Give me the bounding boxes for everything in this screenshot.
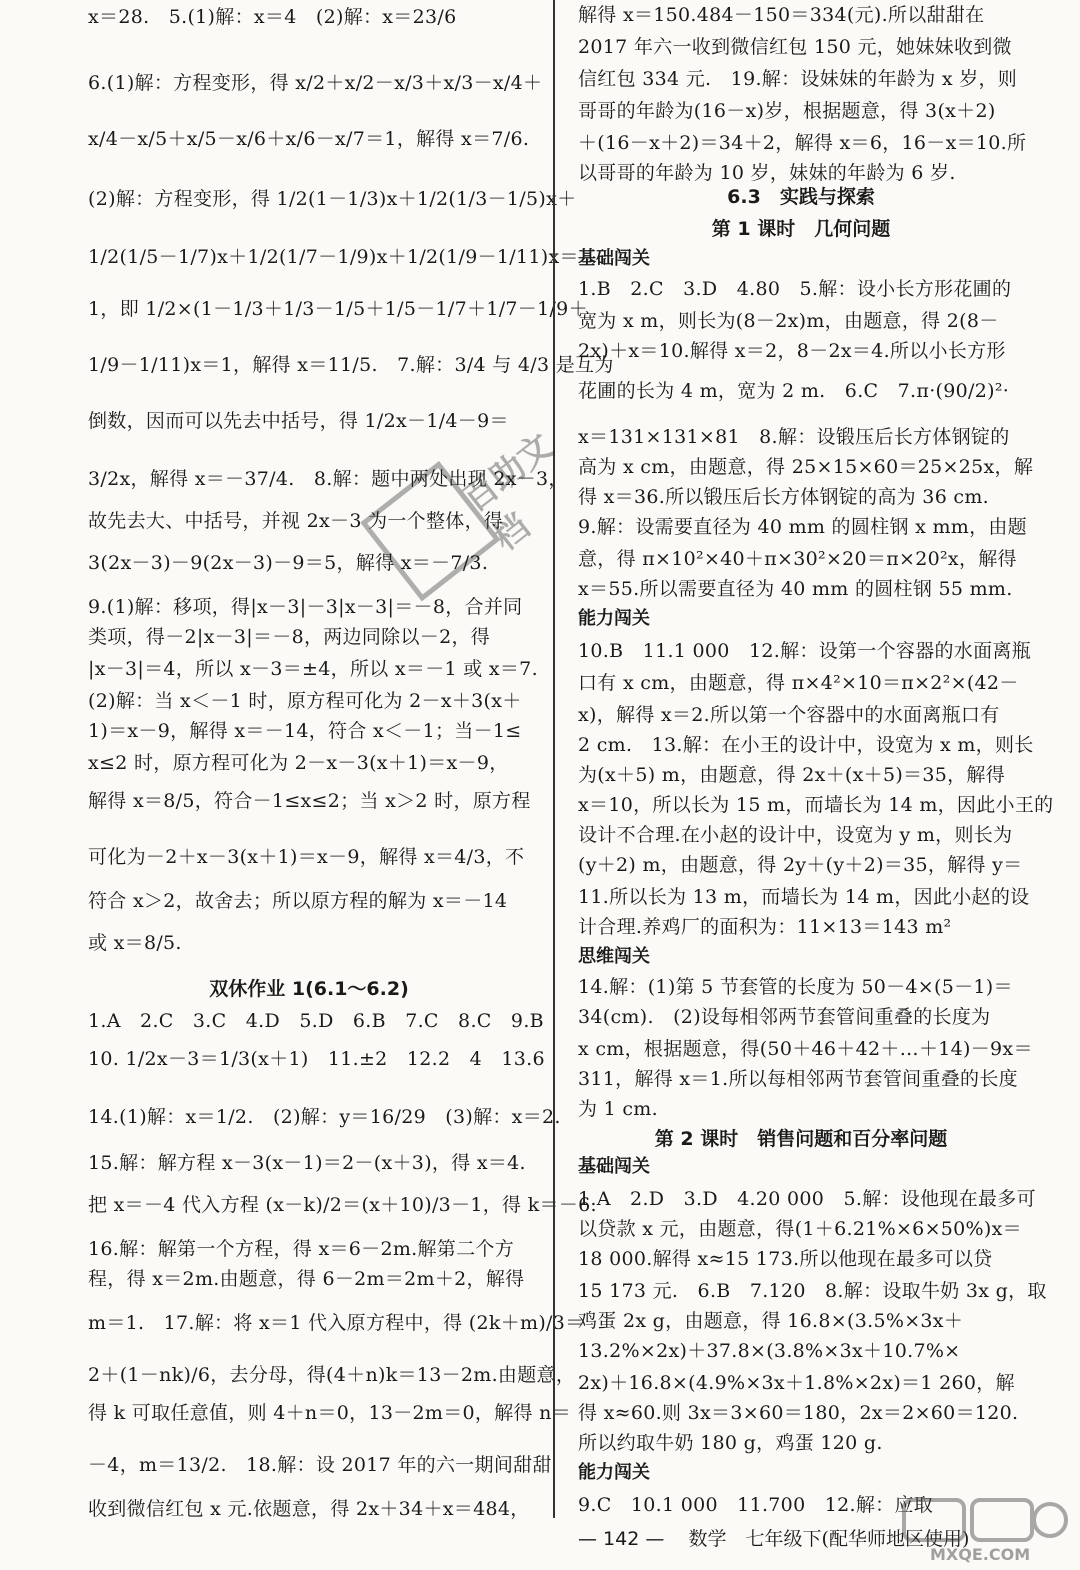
text-line: m＝1. 17.解：将 x＝1 代入原方程中，得 (2k＋m)/3＝ bbox=[88, 1312, 585, 1334]
text-line: 意，得 π×10²×40＋π×30²×20＝π×20²x，解得 bbox=[578, 548, 1017, 570]
text-line: 10. 1/2x－3＝1/3(x＋1) 11.±2 12.2 4 13.6 bbox=[88, 1048, 545, 1070]
text-line: (2)解：方程变形，得 1/2(1－1/3)x＋1/2(1/3－1/5)x＋ bbox=[88, 188, 577, 210]
text-line: 解得 x＝8/5，符合－1≤x≤2；当 x＞2 时，原方程 bbox=[88, 790, 531, 812]
right-column bbox=[578, 0, 1054, 1516]
text-line: 2x)＋x＝10.解得 x＝2，8－2x＝4.所以小长方形 bbox=[578, 340, 1006, 362]
svg-text:MXQE.COM: MXQE.COM bbox=[930, 1545, 1031, 1564]
text-line: 1)＝x－9，解得 x＝－14，符合 x＜－1；当－1≤ bbox=[88, 720, 522, 742]
text-line: x＝55.所以需要直径为 40 mm 的圆柱钢 55 mm. bbox=[578, 578, 1013, 600]
text-line: 类项，得－2|x－3|＝－8，两边同除以－2，得 bbox=[88, 626, 491, 648]
text-line: 9.解：设需要直径为 40 mm 的圆柱钢 x mm，由题 bbox=[578, 516, 1027, 538]
subsection-label: 思维闯关 bbox=[578, 946, 650, 967]
text-line: 1，即 1/2×(1－1/3＋1/3－1/5＋1/5－1/7＋1/7－1/9＋ bbox=[88, 298, 588, 320]
text-line: x≤2 时，原方程可化为 2－x－3(x＋1)＝x－9， bbox=[88, 752, 509, 774]
text-line: 为 1 cm. bbox=[578, 1098, 658, 1120]
text-line: 符合 x＞2，故舍去；所以原方程的解为 x＝－14 bbox=[88, 890, 508, 912]
text-line: 16.解：解第一个方程，得 x＝6－2m.解第二个方 bbox=[88, 1238, 515, 1260]
text-line: 鸡蛋 2x g，由题意，得 16.8×(3.5%×3x＋ bbox=[578, 1310, 964, 1332]
lesson-heading: 第 2 课时 销售问题和百分率问题 bbox=[654, 1128, 948, 1150]
text-line: 6.(1)解：方程变形，得 x/2＋x/2－x/3＋x/3－x/4＋ bbox=[88, 72, 543, 94]
text-line: 程，得 x＝2m.由题意，得 6－2m＝2m＋2，解得 bbox=[88, 1268, 525, 1290]
text-line: 14.(1)解：x＝1/2. (2)解：y＝16/29 (3)解：x＝2. bbox=[88, 1106, 561, 1128]
book-title: 数学 七年级下(配华师地区使用) bbox=[688, 1528, 970, 1550]
text-line: ＋(16－x＋2)＝34＋2，解得 x＝6，16－x＝10.所 bbox=[578, 132, 1027, 154]
text-line: 得 x＝36.所以锻压后长方体钢锭的高为 36 cm. bbox=[578, 486, 990, 508]
page-number: — 142 — bbox=[578, 1528, 665, 1550]
text-line: 34(cm). (2)设每相邻两节套管间重叠的长度为 bbox=[578, 1006, 991, 1028]
text-line: 哥哥的年龄为(16－x)岁，根据题意，得 3(x＋2) bbox=[578, 100, 996, 122]
text-line: 得 x≈60.则 3x＝3×60＝180，2x＝2×60＝120. bbox=[578, 1402, 1019, 1424]
text-line: 以哥哥的年龄为 10 岁，妹妹的年龄为 6 岁. bbox=[578, 162, 956, 184]
text-line: 18 000.解得 x≈15 173.所以他现在最多可以贷 bbox=[578, 1248, 993, 1270]
text-line: 把 x＝－4 代入方程 (x－k)/2＝(x＋10)/3－1，得 k＝－6. bbox=[88, 1194, 597, 1216]
page-footer bbox=[578, 1526, 1024, 1552]
text-line: 9.C 10.1 000 11.700 12.解：应取 bbox=[578, 1494, 934, 1516]
text-line: 2 cm. 13.解：在小王的设计中，设宽为 x m，则长 bbox=[578, 734, 1034, 756]
text-line: 15 173 元. 6.B 7.120 8.解：设取牛奶 3x g，取 bbox=[578, 1280, 1047, 1302]
text-line: －4，m＝13/2. 18.解：设 2017 年的六一期间甜甜 bbox=[88, 1454, 552, 1476]
text-line: 解得 x＝150.484－150＝334(元).所以甜甜在 bbox=[578, 4, 985, 26]
watermark-text: 百助文档 bbox=[455, 425, 561, 559]
text-line: 1.A 2.C 3.C 4.D 5.D 6.B 7.C 8.C 9.B bbox=[88, 1010, 544, 1032]
text-line: |x－3|＝4，所以 x－3＝±4，所以 x＝－1 或 x＝7. bbox=[88, 658, 538, 680]
text-line: 1/9－1/11)x＝1，解得 x＝11/5. 7.解：3/4 与 4/3 是互为 bbox=[88, 354, 614, 376]
text-line: 3/2x，解得 x＝－37/4. 8.解：题中两处出现 2x－3， bbox=[88, 468, 568, 490]
section-heading: 6.3 实践与探索 bbox=[727, 186, 875, 208]
text-line: x cm，根据题意，得(50＋46＋42＋…＋14)－9x＝ bbox=[578, 1038, 1033, 1060]
text-line: 13.2%×2x)＋37.8×(3.8%×3x＋10.7%× bbox=[578, 1340, 961, 1362]
subsection-label: 基础闯关 bbox=[578, 1156, 650, 1177]
text-line: 可化为－2＋x－3(x＋1)＝x－9，解得 x＝4/3，不 bbox=[88, 846, 525, 868]
text-line: 1/2(1/5－1/7)x＋1/2(1/7－1/9)x＋1/2(1/9－1/11)x＝ bbox=[88, 246, 579, 268]
text-line: 3(2x－3)－9(2x－3)－9＝5，解得 x＝－7/3. bbox=[88, 552, 489, 574]
text-line: 10.B 11.1 000 12.解：设第一个容器的水面离瓶 bbox=[578, 640, 1032, 662]
lesson-heading: 第 1 课时 几何问题 bbox=[711, 218, 891, 240]
text-line: 倒数，因而可以先去中括号，得 1/2x－1/4－9＝ bbox=[88, 410, 509, 432]
text-line: 或 x＝8/5. bbox=[88, 932, 182, 954]
text-line: x＝28. 5.(1)解：x＝4 (2)解：x＝23/6 bbox=[88, 6, 457, 28]
subsection-label: 基础闯关 bbox=[578, 248, 650, 269]
text-line: 信红包 334 元. 19.解：设妹妹的年龄为 x 岁，则 bbox=[578, 68, 1018, 90]
subsection-label: 能力闯关 bbox=[578, 608, 650, 629]
text-line: 14.解：(1)第 5 节套管的长度为 50－4×(5－1)＝ bbox=[578, 976, 1013, 998]
text-line: 所以约取牛奶 180 g，鸡蛋 120 g. bbox=[578, 1432, 883, 1454]
text-line: 设计不合理.在小赵的设计中，设宽为 y m，则长为 bbox=[578, 824, 1013, 846]
text-line: (y＋2) m，由题意，得 2y＋(y＋2)＝35，解得 y＝ bbox=[578, 854, 1023, 876]
text-line: 11.所以长为 13 m，而墙长为 14 m，因此小赵的设 bbox=[578, 886, 1030, 908]
text-line: 2017 年六一收到微信红包 150 元，她妹妹收到微 bbox=[578, 36, 1012, 58]
text-line: (2)解：当 x＜－1 时，原方程可化为 2－x＋3(x＋ bbox=[88, 690, 522, 712]
text-line: 口有 x cm，由题意，得 π×4²×10＝π×2²×(42－ bbox=[578, 672, 1019, 694]
text-line: x＝10，所以长为 15 m，而墙长为 14 m，因此小王的 bbox=[578, 794, 1054, 816]
text-line: 9.(1)解：移项，得|x－3|－3|x－3|＝－8，合并同 bbox=[88, 596, 523, 618]
column-divider bbox=[553, 0, 555, 1518]
text-line: x/4－x/5＋x/5－x/6＋x/6－x/7＝1，解得 x＝7/6. bbox=[88, 128, 530, 150]
text-line: 为(x＋5) m，由题意，得 2x＋(x＋5)＝35，解得 bbox=[578, 764, 1006, 786]
subsection-label: 能力闯关 bbox=[578, 1462, 650, 1483]
text-line: x＝131×131×81 8.解：设锻压后长方体钢锭的 bbox=[578, 426, 1010, 448]
text-line: 1.A 2.D 3.D 4.20 000 5.解：设他现在最多可 bbox=[578, 1188, 1036, 1210]
text-line: x)，解得 x＝2.所以第一个容器中的水面离瓶口有 bbox=[578, 704, 1000, 726]
text-line: 宽为 x m，则长为(8－2x)m，由题意，得 2(8－ bbox=[578, 310, 999, 332]
text-line: 以贷款 x 元，由题意，得(1＋6.21%×6×50%)x＝ bbox=[578, 1218, 1022, 1240]
section-heading: 双休作业 1(6.1～6.2) bbox=[209, 978, 409, 1000]
text-line: 2＋(1－nk)/6，去分母，得(4＋n)k＝13－2m.由题意， bbox=[88, 1364, 576, 1386]
text-line: 花圃的长为 4 m，宽为 2 m. 6.C 7.π·(90/2)²· bbox=[578, 380, 1010, 402]
text-line: 计合理.养鸡厂的面积为：11×13＝143 m² bbox=[578, 916, 952, 938]
text-line: 15.解：解方程 x－3(x－1)＝2－(x＋3)，得 x＝4. bbox=[88, 1152, 526, 1174]
text-line: 1.B 2.C 3.D 4.80 5.解：设小长方形花圃的 bbox=[578, 278, 1012, 300]
text-line: 311，解得 x＝1.所以每相邻两节套管间重叠的长度 bbox=[578, 1068, 1018, 1090]
text-line: 故先去大、中括号，并视 2x－3 为一个整体，得 bbox=[88, 510, 504, 532]
text-line: 2x)＋16.8×(4.9%×3x＋1.8%×2x)＝1 260，解 bbox=[578, 1372, 1015, 1394]
text-line: 得 k 可取任意值，则 4＋n＝0，13－2m＝0，解得 n＝ bbox=[88, 1402, 571, 1424]
text-line: 收到微信红包 x 元.依题意，得 2x＋34＋x＝484， bbox=[88, 1498, 530, 1520]
text-line: 高为 x cm，由题意，得 25×15×60＝25×25x，解 bbox=[578, 456, 1034, 478]
